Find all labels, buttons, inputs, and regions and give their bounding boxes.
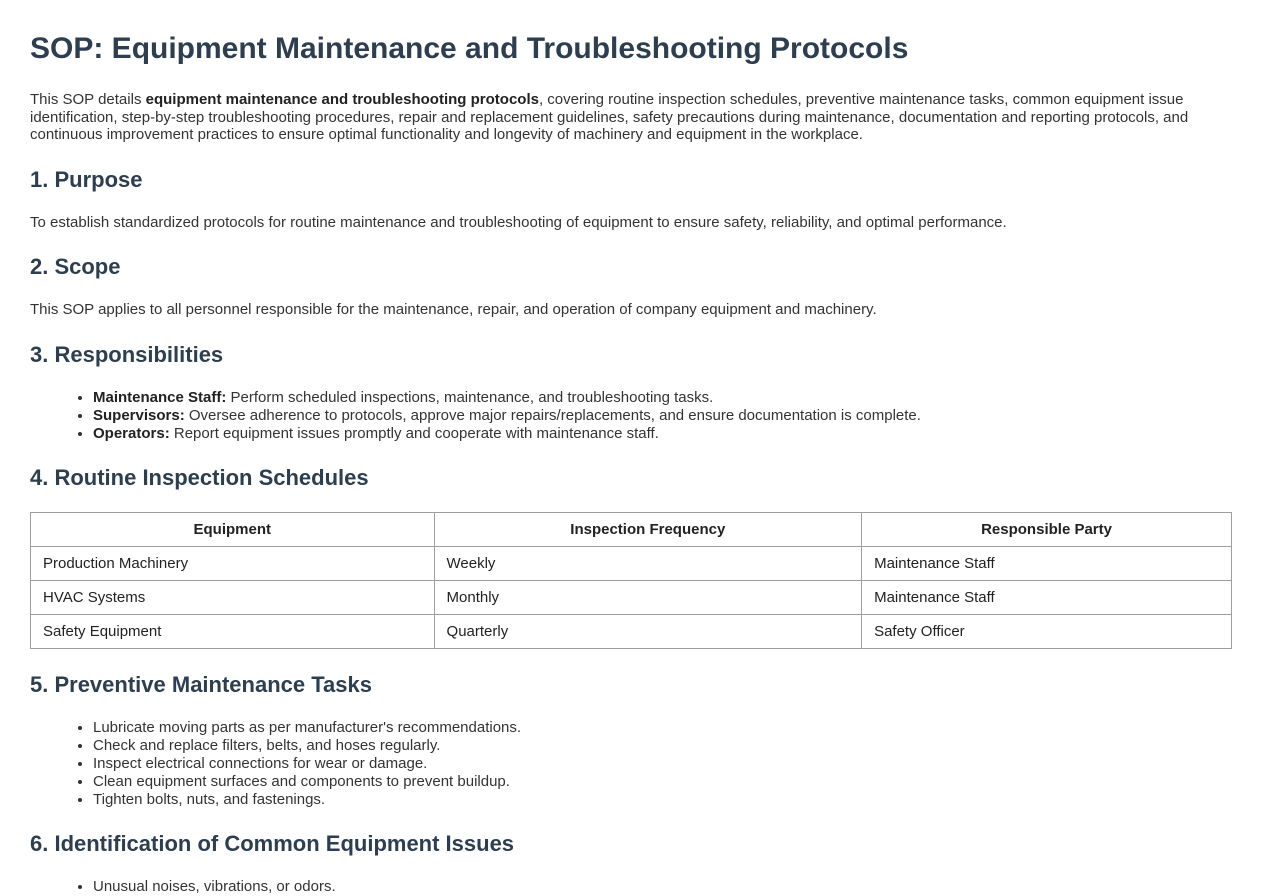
responsibilities-list xyxy=(30,389,1232,442)
preventive-tasks-list xyxy=(30,719,1232,808)
list-item: • Clean equipment surfaces and components to prevent buildup. xyxy=(93,773,1232,791)
cell-frequency: Quarterly xyxy=(434,615,862,649)
cell-equipment: Safety Equipment xyxy=(31,615,435,649)
intro-text-bold: equipment maintenance and troubleshooting protocols xyxy=(145,91,539,108)
responsibility-desc: Report equipment issues promptly and cooperate with maintenance staff. xyxy=(169,424,659,442)
cell-party: Maintenance Staff xyxy=(862,581,1232,615)
cell-party: Maintenance Staff xyxy=(862,547,1232,581)
responsibility-desc: Perform scheduled inspections, maintenance, and troubleshooting tasks. xyxy=(226,388,714,406)
table-row xyxy=(31,547,1232,581)
column-header-frequency: Inspection Frequency xyxy=(434,513,862,547)
purpose-paragraph: To establish standardized protocols for routine maintenance and troubleshooting of equipment to ensure safety, reliability, and optimal performance. xyxy=(30,213,1007,231)
section-heading-common-issues: 6. Identification of Common Equipment Issues xyxy=(30,831,515,857)
table-header-row xyxy=(31,513,1232,547)
list-item: • Lubricate moving parts as per manufacturer's recommendations. xyxy=(93,719,1232,737)
inspection-schedule-table xyxy=(30,512,1232,649)
intro-text-prefix: This SOP details xyxy=(30,91,146,108)
responsibility-role: Operators: xyxy=(93,424,170,442)
cell-party: Safety Officer xyxy=(862,615,1232,649)
cell-equipment: HVAC Systems xyxy=(31,581,435,615)
responsibility-role: Supervisors: xyxy=(93,406,185,424)
page-title: SOP: Equipment Maintenance and Troubleshooting Protocols xyxy=(30,32,909,65)
section-heading-inspection-schedules: 4. Routine Inspection Schedules xyxy=(30,465,369,491)
column-header-equipment: Equipment xyxy=(31,513,435,547)
scope-paragraph: This SOP applies to all personnel responsible for the maintenance, repair, and operation of company equipment and machinery. xyxy=(30,301,877,319)
section-heading-scope: 2. Scope xyxy=(30,254,121,280)
section-heading-responsibilities: 3. Responsibilities xyxy=(30,341,224,367)
intro-paragraph xyxy=(30,91,1232,144)
column-header-party: Responsible Party xyxy=(862,513,1232,547)
cell-frequency: Weekly xyxy=(434,547,862,581)
list-item: • Inspect electrical connections for wear or damage. xyxy=(93,755,1232,773)
section-heading-purpose: 1. Purpose xyxy=(30,166,143,192)
responsibility-desc: Oversee adherence to protocols, approve major repairs/replacements, and ensure documentation is complete. xyxy=(184,406,921,424)
list-item: • Tighten bolts, nuts, and fastenings. xyxy=(93,791,1232,809)
list-item xyxy=(93,407,1232,425)
cell-frequency: Monthly xyxy=(434,581,862,615)
table-row xyxy=(31,615,1232,649)
list-item xyxy=(93,425,1232,443)
list-item: • Check and replace filters, belts, and hoses regularly. xyxy=(93,737,1232,755)
common-issues-list xyxy=(30,878,1232,896)
table-row xyxy=(31,581,1232,615)
intro-text-rest: , covering routine inspection schedules, preventive maintenance tasks, common equipment issue identification, step-by-step troubleshooting procedures, repair and replacement guidelines, safety precautions during maintenance, documentation and reporting protocols, and continuous improvement practices to ensure optimal functionality and longevity of machinery and equipment in the workplace. xyxy=(30,91,1189,144)
section-heading-preventive-tasks: 5. Preventive Maintenance Tasks xyxy=(30,672,372,698)
responsibility-role: Maintenance Staff: xyxy=(93,388,227,406)
cell-equipment: Production Machinery xyxy=(31,547,435,581)
list-item xyxy=(93,389,1232,407)
list-item: • Unusual noises, vibrations, or odors. xyxy=(93,878,1232,896)
